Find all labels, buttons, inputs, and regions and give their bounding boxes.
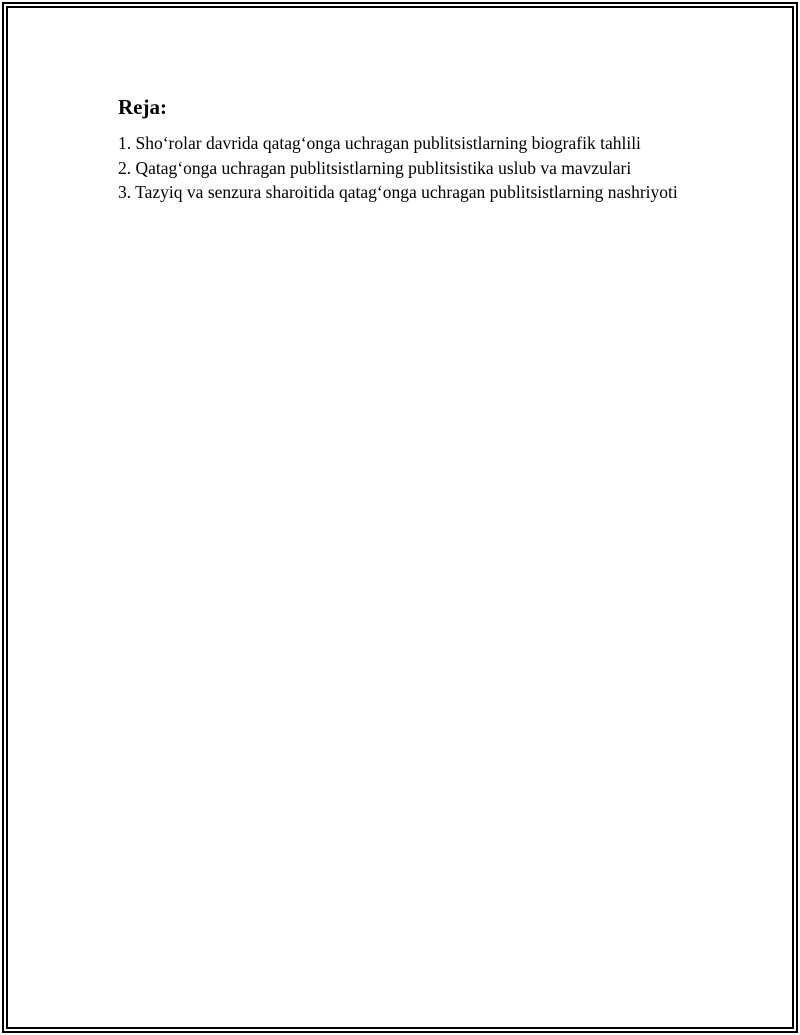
plan-heading: Reja: (118, 95, 167, 119)
plan-item-2: 2. Qatag‘onga uchragan publitsistlarning publitsistika uslub va mavzulari (118, 157, 632, 178)
document-body (118, 94, 698, 205)
plan-item-3: 3. Tazyiq va senzura sharoitida qatag‘onga uchragan publitsistlarning nashriyoti (118, 182, 678, 202)
plan-list (118, 131, 698, 205)
plan-item-1: 1. Sho‘rolar davrida qatag‘onga uchragan publitsistlarning biografik tahlili (118, 133, 641, 153)
